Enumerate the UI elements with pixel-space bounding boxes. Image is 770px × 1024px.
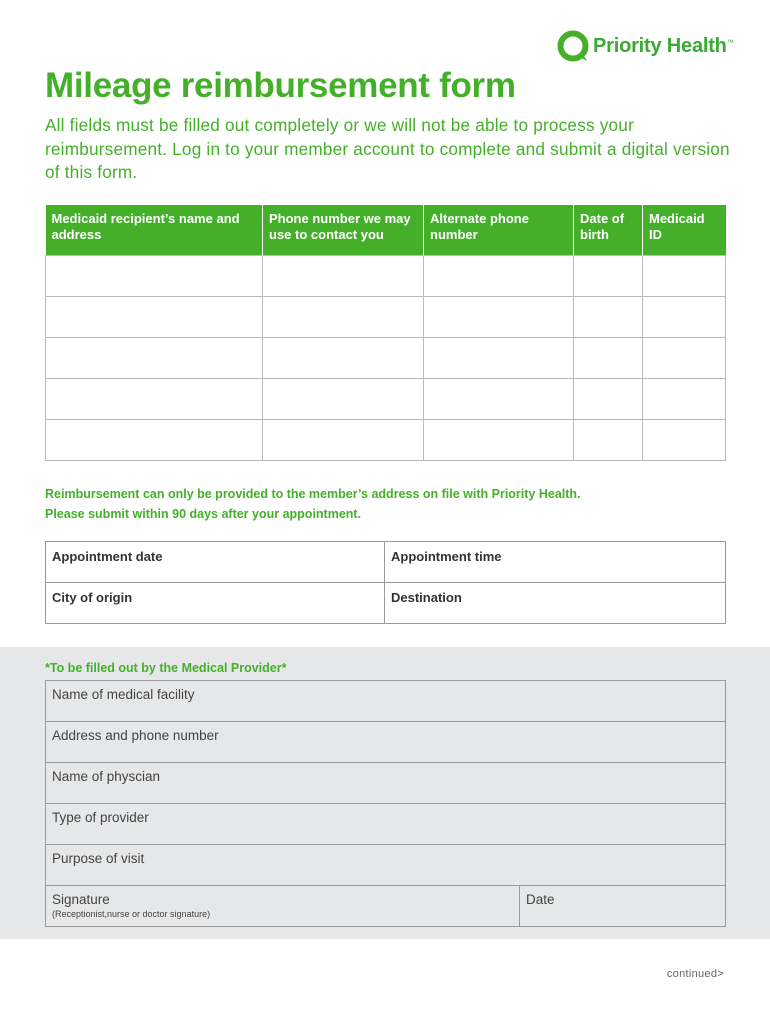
member-info-table bbox=[45, 205, 726, 461]
appointment-time-field[interactable] bbox=[385, 542, 726, 583]
table-row bbox=[46, 378, 726, 419]
alt-phone-cell[interactable] bbox=[424, 378, 574, 419]
table-row bbox=[46, 845, 726, 886]
intro-text: All fields must be filled out completely or we will not be able to process your reimbursement. Log in to your member account to complete and submit a digital version of this form. bbox=[45, 115, 730, 182]
destination-field[interactable] bbox=[385, 583, 726, 624]
medicaid-id-cell[interactable] bbox=[643, 337, 726, 378]
appointment-date-label: Appointment date bbox=[52, 549, 163, 564]
provider-type-label: Type of provider bbox=[52, 810, 149, 825]
member-table-header-row bbox=[46, 205, 726, 255]
alt-phone-cell[interactable] bbox=[424, 296, 574, 337]
phone-cell[interactable] bbox=[263, 255, 424, 296]
medicaid-id-cell[interactable] bbox=[643, 378, 726, 419]
provider-table bbox=[45, 680, 726, 927]
appointment-date-field[interactable] bbox=[46, 542, 385, 583]
medical-facility-field[interactable] bbox=[46, 681, 726, 722]
signature-label: Signature bbox=[52, 892, 110, 907]
name-address-cell[interactable] bbox=[46, 255, 263, 296]
note-line-1: Reimbursement can only be provided to the member’s address on file with Priority Health. bbox=[45, 487, 581, 501]
continued-text: continued> bbox=[666, 968, 724, 980]
name-address-cell[interactable] bbox=[46, 337, 263, 378]
alt-phone-cell[interactable] bbox=[424, 255, 574, 296]
logo-trademark: ™ bbox=[726, 38, 734, 46]
signature-field[interactable] bbox=[46, 886, 520, 927]
physician-name-field[interactable] bbox=[46, 763, 726, 804]
dob-cell[interactable] bbox=[574, 378, 643, 419]
medical-facility-label: Name of medical facility bbox=[52, 687, 195, 702]
table-row bbox=[46, 296, 726, 337]
table-row bbox=[46, 419, 726, 460]
table-row bbox=[46, 255, 726, 296]
table-row bbox=[46, 583, 726, 624]
city-of-origin-field[interactable] bbox=[46, 583, 385, 624]
phone-cell[interactable] bbox=[263, 378, 424, 419]
col-header-medicaid-id: Medicaid ID bbox=[643, 205, 726, 255]
table-row bbox=[46, 681, 726, 722]
signature-date-label: Date bbox=[526, 892, 555, 907]
medicaid-id-cell[interactable] bbox=[643, 419, 726, 460]
physician-name-label: Name of physcian bbox=[52, 769, 161, 784]
page-title: Mileage reimbursement form bbox=[45, 66, 516, 105]
logo-name: Priority Health bbox=[593, 34, 727, 57]
visit-purpose-field[interactable] bbox=[46, 845, 726, 886]
name-address-cell[interactable] bbox=[46, 419, 263, 460]
col-header-dob: Date of birth bbox=[574, 205, 643, 255]
destination-label: Destination bbox=[391, 590, 462, 605]
table-row bbox=[46, 337, 726, 378]
dob-cell[interactable] bbox=[574, 255, 643, 296]
table-row bbox=[46, 886, 726, 927]
provider-type-field[interactable] bbox=[46, 804, 726, 845]
address-phone-label: Address and phone number bbox=[52, 728, 219, 743]
col-header-name-address: Medicaid recipient’s name and address bbox=[46, 205, 263, 255]
name-address-cell[interactable] bbox=[46, 378, 263, 419]
phone-cell[interactable] bbox=[263, 296, 424, 337]
dob-cell[interactable] bbox=[574, 337, 643, 378]
table-row bbox=[46, 804, 726, 845]
medicaid-id-cell[interactable] bbox=[643, 296, 726, 337]
dob-cell[interactable] bbox=[574, 296, 643, 337]
provider-section-heading: *To be filled out by the Medical Provider* bbox=[45, 661, 287, 675]
table-row bbox=[46, 763, 726, 804]
note-line-2: Please submit within 90 days after your appointment. bbox=[45, 507, 362, 521]
appointment-table bbox=[45, 541, 726, 624]
phone-cell[interactable] bbox=[263, 337, 424, 378]
dob-cell[interactable] bbox=[574, 419, 643, 460]
table-row bbox=[46, 722, 726, 763]
alt-phone-cell[interactable] bbox=[424, 337, 574, 378]
name-address-cell[interactable] bbox=[46, 296, 263, 337]
signature-sublabel: (Receptionist,nurse or doctor signature) bbox=[52, 909, 211, 919]
appointment-time-label: Appointment time bbox=[391, 549, 502, 564]
priority-health-logo-icon bbox=[557, 30, 589, 62]
logo-wordmark bbox=[593, 35, 734, 58]
reimbursement-note bbox=[45, 484, 581, 524]
alt-phone-cell[interactable] bbox=[424, 419, 574, 460]
col-header-alt-phone: Alternate phone number bbox=[424, 205, 574, 255]
city-of-origin-label: City of origin bbox=[52, 590, 133, 605]
priority-health-logo bbox=[557, 30, 734, 62]
phone-cell[interactable] bbox=[263, 419, 424, 460]
table-row bbox=[46, 542, 726, 583]
col-header-phone: Phone number we may use to contact you bbox=[263, 205, 424, 255]
address-phone-field[interactable] bbox=[46, 722, 726, 763]
visit-purpose-label: Purpose of visit bbox=[52, 851, 145, 866]
signature-date-field[interactable] bbox=[520, 886, 726, 927]
medicaid-id-cell[interactable] bbox=[643, 255, 726, 296]
